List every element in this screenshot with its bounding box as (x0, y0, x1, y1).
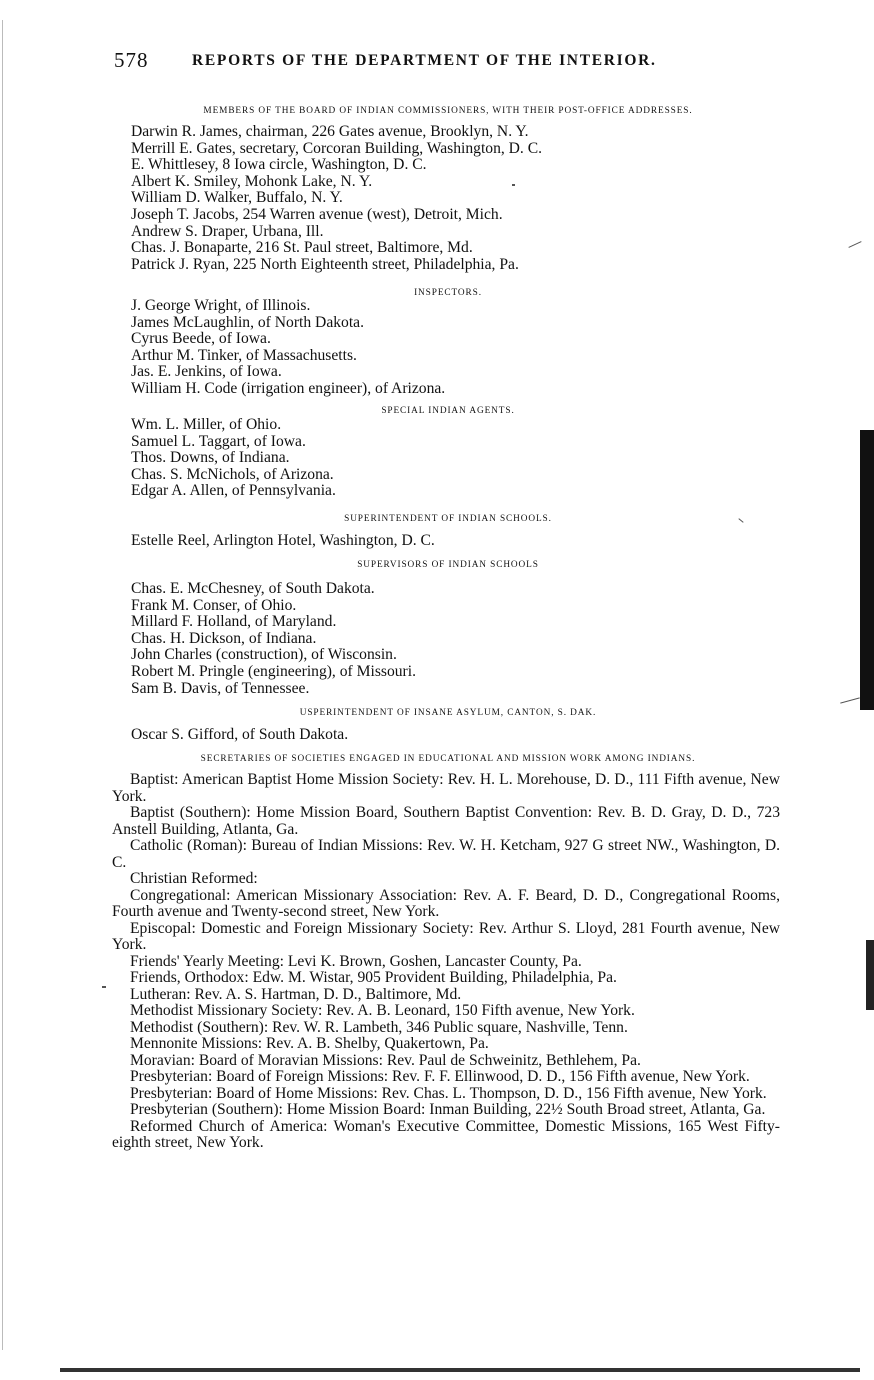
paragraph: Episcopal: Domestic and Foreign Missionary Society: Rev. Arthur S. Lloyd, 281 Fourth avenue, New York. (112, 919, 780, 953)
paragraph: Catholic (Roman): Bureau of Indian Missions: Rev. W. H. Ketcham, 927 G street NW., Washington, D. C. (112, 837, 780, 871)
list-item: Jas. E. Jenkins, of Iowa. (131, 363, 282, 381)
paragraph: Baptist (Southern): Home Mission Board, Southern Baptist Convention: Rev. B. D. Gray, D. D., 723 Anstell Building, Atlanta, Ga. (112, 804, 780, 838)
list-item: Merrill E. Gates, secretary, Corcoran Building, Washington, D. C. (131, 139, 543, 157)
list-item: Oscar S. Gifford, of South Dakota. (131, 726, 349, 743)
scan-shadow-left (2, 20, 3, 1350)
special-agents-list (131, 417, 336, 500)
paragraph: Presbyterian: Board of Home Missions: Rev. Chas. L. Thompson, D. D., 156 Fifth avenue, New York. (130, 1084, 767, 1102)
paragraph: Methodist Missionary Society: Rev. A. B. Leonard, 150 Fifth avenue, New York. (130, 1002, 635, 1019)
list-item: William D. Walker, Buffalo, N. Y. (131, 189, 343, 207)
page-header (114, 48, 782, 78)
list-item: Millard F. Holland, of Maryland. (131, 613, 337, 631)
list-item: Robert M. Pringle (engineering), of Missouri. (131, 662, 416, 680)
list-item: Cyrus Beede, of Iowa. (131, 330, 271, 348)
scan-speck (848, 241, 861, 248)
section-heading-board: MEMBERS OF THE BOARD OF INDIAN COMMISSIONERS, WITH THEIR POST-OFFICE ADDRESSES. (203, 106, 693, 116)
list-item: Darwin R. James, chairman, 226 Gates avenue, Brooklyn, N. Y. (131, 123, 529, 140)
secretaries-paragraphs (112, 772, 780, 1152)
scan-edge-bottom (60, 1368, 860, 1372)
list-item: Chas. J. Bonaparte, 216 St. Paul street, Baltimore, Md. (131, 239, 473, 257)
list-item: Edgar A. Allen, of Pennsylvania. (131, 482, 336, 500)
list-item: Chas. E. McChesney, of South Dakota. (131, 580, 375, 597)
scan-speck (512, 184, 515, 186)
list-item: Thos. Downs, of Indiana. (131, 449, 290, 467)
asylum-list (131, 727, 348, 744)
paragraph: Friends' Yearly Meeting: Levi K. Brown, Goshen, Lancaster County, Pa. (130, 952, 582, 970)
section-heading-asylum: USPERINTENDENT OF INSANE ASYLUM, CANTON, S. DAK. (299, 708, 597, 718)
paragraph: Congregational: American Missionary Association: Rev. A. F. Beard, D. D., Congregational Rooms, Fourth avenue and Twenty-second street, New York. (112, 886, 780, 920)
paragraph: Mennonite Missions: Rev. A. B. Shelby, Quakertown, Pa. (130, 1035, 489, 1052)
paragraph: Friends, Orthodox: Edw. M. Wistar, 905 Provident Building, Philadelphia, Pa. (130, 969, 617, 986)
list-item: James McLaughlin, of North Dakota. (131, 313, 364, 331)
paragraph: Baptist: American Baptist Home Mission Society: Rev. H. L. Morehouse, D. D., 111 Fifth avenue, New York. (112, 771, 780, 805)
superintendent-list (131, 533, 435, 550)
section-heading-special-agents: SPECIAL INDIAN AGENTS. (381, 406, 515, 416)
paragraph: Lutheran: Rev. A. S. Hartman, D. D., Baltimore, Md. (130, 985, 462, 1003)
list-item: Albert K. Smiley, Mohonk Lake, N. Y. (131, 172, 373, 190)
board-members-list (131, 124, 542, 273)
supervisors-list (131, 581, 416, 697)
list-item: Chas. S. McNichols, of Arizona. (131, 465, 334, 483)
scan-edge-right (860, 430, 874, 710)
section-heading-superintendent: SUPERINTENDENT OF INDIAN SCHOOLS. (344, 514, 552, 524)
section-heading-inspectors: INSPECTORS. (414, 288, 482, 298)
page-number: 578 (114, 48, 149, 72)
list-item: William H. Code (irrigation engineer), of Arizona. (131, 379, 446, 397)
paragraph: Presbyterian (Southern): Home Mission Board: Inman Building, 22½ South Broad street, Atlanta, Ga. (130, 1101, 766, 1118)
scan-speck (840, 697, 860, 703)
section-heading-supervisors: SUPERVISORS OF INDIAN SCHOOLS (357, 560, 539, 570)
list-item: E. Whittlesey, 8 Iowa circle, Washington, D. C. (131, 156, 427, 174)
list-item: J. George Wright, of Illinois. (131, 297, 311, 314)
paragraph: Presbyterian: Board of Foreign Missions: Rev. F. F. Ellinwood, D. D., 156 Fifth avenue, New York. (130, 1068, 750, 1085)
list-item: Frank M. Conser, of Ohio. (131, 596, 297, 614)
section-heading-secretaries: SECRETARIES OF SOCIETIES ENGAGED IN EDUCATIONAL AND MISSION WORK AMONG INDIANS. (200, 754, 696, 764)
paragraph: Methodist (Southern): Rev. W. R. Lambeth, 346 Public square, Nashville, Tenn. (130, 1018, 628, 1036)
list-item: Joseph T. Jacobs, 254 Warren avenue (west), Detroit, Mich. (131, 205, 503, 223)
list-item: Sam B. Davis, of Tennessee. (131, 679, 310, 697)
list-item: John Charles (construction), of Wisconsin. (131, 646, 397, 664)
running-title: REPORTS OF THE DEPARTMENT OF THE INTERIOR. (192, 52, 657, 69)
paragraph: Moravian: Board of Moravian Missions: Rev. Paul de Schweinitz, Bethlehem, Pa. (130, 1051, 641, 1069)
inspectors-list (131, 298, 445, 398)
list-item: Arthur M. Tinker, of Massachusetts. (131, 346, 357, 364)
paragraph: Christian Reformed: (130, 870, 258, 887)
scan-edge-right-lower (866, 940, 874, 1010)
list-item: Patrick J. Ryan, 225 North Eighteenth street, Philadelphia, Pa. (131, 255, 519, 273)
list-item: Wm. L. Miller, of Ohio. (131, 416, 282, 433)
list-item: Chas. H. Dickson, of Indiana. (131, 629, 317, 647)
paragraph: Reformed Church of America: Woman's Executive Committee, Domestic Missions, 165 West Fifty-eighth street, New York. (112, 1117, 780, 1151)
list-item: Andrew S. Draper, Urbana, Ill. (131, 222, 324, 240)
scan-speck (102, 986, 106, 988)
list-item: Estelle Reel, Arlington Hotel, Washington, D. C. (131, 532, 435, 549)
list-item: Samuel L. Taggart, of Iowa. (131, 432, 306, 450)
